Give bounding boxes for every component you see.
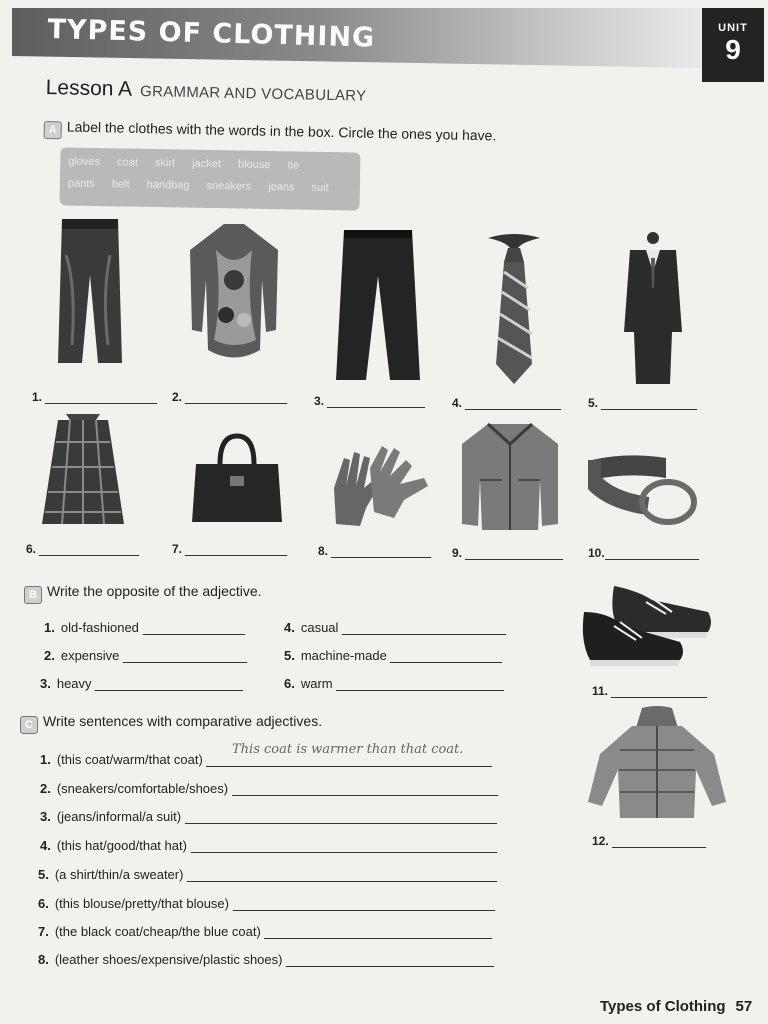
opposite-item	[44, 620, 245, 635]
item-number: 10.	[588, 546, 605, 560]
coat-icon	[586, 706, 728, 822]
section-a-instruction: Label the clothes with the words in the box. Circle the ones you have.	[66, 118, 497, 144]
item-label	[592, 684, 707, 698]
item-label	[172, 542, 287, 556]
adjective: warm	[300, 676, 333, 691]
answer-blank[interactable]	[264, 938, 492, 939]
item-number: 11.	[592, 684, 609, 698]
answer-blank[interactable]	[465, 559, 563, 560]
adjective: casual	[300, 620, 339, 635]
answer-blank[interactable]	[336, 690, 504, 691]
sentence-item	[40, 838, 497, 853]
item-label	[32, 390, 157, 404]
item-number: 7.	[172, 542, 183, 556]
item-number: 5.	[588, 396, 599, 410]
jeans-icon	[52, 215, 128, 367]
answer-blank[interactable]	[143, 634, 245, 635]
section-c-badge: C	[20, 716, 38, 734]
item-label	[592, 834, 706, 848]
sentence-item	[38, 896, 495, 911]
suit-icon	[620, 228, 686, 386]
answer-blank[interactable]	[233, 910, 495, 911]
sentence-prompt: (this coat/warm/that coat)	[56, 752, 203, 767]
unit-badge	[702, 8, 764, 82]
opposite-item	[284, 620, 506, 635]
section-c-heading	[20, 713, 322, 734]
item-number: 1.	[32, 390, 43, 404]
word-box-word: suit	[311, 181, 329, 195]
item-label	[588, 396, 697, 410]
word-box-word: jeans	[268, 181, 295, 194]
item-number: 8.	[38, 952, 49, 967]
answer-blank[interactable]	[605, 559, 699, 560]
item-number: 2.	[44, 648, 55, 663]
opposite-item	[284, 648, 502, 663]
adjective: old-fashioned	[60, 620, 139, 635]
sentence-item	[38, 924, 492, 939]
page-title: TYPES OF CLOTHING	[47, 14, 376, 54]
item-label	[452, 546, 563, 560]
word-box-word: jacket	[192, 157, 222, 171]
item-number: 3.	[40, 676, 51, 691]
handbag-icon	[190, 432, 284, 526]
sentence-item	[38, 867, 497, 882]
word-box-word: gloves	[68, 155, 101, 169]
item-number: 9.	[452, 546, 463, 560]
sentence-prompt: (a shirt/thin/a sweater)	[54, 867, 184, 882]
item-label	[588, 546, 699, 560]
pants-icon	[332, 226, 424, 384]
item-number: 2.	[172, 390, 183, 404]
item-number: 6.	[38, 896, 49, 911]
sentence-item	[40, 752, 492, 767]
item-number: 8.	[318, 544, 329, 558]
unit-number: 9	[725, 34, 741, 65]
section-a-heading	[44, 118, 497, 148]
item-number: 7.	[38, 924, 49, 939]
item-label	[314, 394, 425, 408]
item-number: 3.	[40, 809, 51, 824]
word-box-word: handbag	[146, 178, 190, 192]
opposite-item	[284, 676, 504, 691]
answer-blank[interactable]	[185, 823, 497, 824]
opposite-item	[44, 648, 247, 663]
word-box-word: coat	[117, 156, 139, 169]
adjective: heavy	[56, 676, 92, 691]
item-number: 1.	[40, 752, 51, 767]
answer-blank[interactable]	[185, 555, 287, 556]
answer-blank[interactable]	[95, 690, 243, 691]
word-box-word: blouse	[237, 158, 271, 172]
page-number: 57	[735, 998, 753, 1015]
sentence-item	[40, 781, 498, 796]
word-box-word: tie	[287, 159, 300, 172]
answer-blank[interactable]	[39, 555, 139, 556]
blouse-icon	[186, 220, 282, 365]
item-number: 12.	[592, 834, 609, 848]
section-b-heading	[24, 583, 262, 604]
section-b-instruction: Write the opposite of the adjective.	[47, 583, 262, 599]
sentence-prompt: (sneakers/comfortable/shoes)	[56, 781, 229, 796]
answer-blank[interactable]	[612, 847, 706, 848]
answer-blank[interactable]	[185, 403, 287, 404]
section-c-instruction: Write sentences with comparative adjectives.	[43, 713, 323, 729]
answer-blank[interactable]	[331, 557, 431, 558]
answer-blank[interactable]	[601, 409, 697, 410]
tie-icon	[482, 228, 546, 386]
item-number: 1.	[44, 620, 55, 635]
item-label	[26, 542, 139, 556]
answer-blank[interactable]	[465, 409, 561, 410]
skirt-icon	[38, 412, 128, 530]
sentence-prompt: (jeans/informal/a suit)	[56, 809, 182, 824]
item-label	[318, 544, 431, 558]
lesson-heading	[45, 76, 366, 107]
answer-blank[interactable]	[123, 662, 247, 663]
item-number: 6.	[26, 542, 37, 556]
sentence-prompt: (this hat/good/that hat)	[56, 838, 187, 853]
unit-label: UNIT	[718, 22, 748, 34]
word-box-word: belt	[111, 178, 130, 191]
word-box	[60, 147, 361, 210]
item-number: 4.	[40, 838, 51, 853]
sentence-prompt: (this blouse/pretty/that blouse)	[54, 896, 229, 911]
example-answer: This coat is warmer than that coat.	[232, 742, 464, 757]
sentence-prompt: (leather shoes/expensive/plastic shoes)	[54, 952, 283, 967]
gloves-icon	[324, 438, 436, 530]
item-number: 4.	[284, 620, 295, 635]
sentence-item	[40, 809, 497, 824]
jacket-icon	[458, 420, 562, 534]
answer-blank[interactable]	[611, 697, 707, 698]
item-number: 4.	[452, 396, 463, 410]
sentence-prompt: (the black coat/cheap/the blue coat)	[54, 924, 261, 939]
opposite-item	[40, 676, 243, 691]
sentence-item	[38, 952, 494, 967]
answer-blank[interactable]	[390, 662, 502, 663]
belt-icon	[588, 450, 700, 530]
footer-title: Types of Clothing	[600, 998, 726, 1015]
item-number: 5.	[284, 648, 295, 663]
answer-blank[interactable]	[187, 881, 497, 882]
answer-blank[interactable]	[206, 766, 492, 767]
adjective: machine-made	[300, 648, 387, 663]
lesson-subtitle: GRAMMAR AND VOCABULARY	[139, 82, 367, 105]
section-a-badge: A	[44, 121, 62, 139]
item-label	[452, 396, 561, 410]
item-label	[172, 390, 287, 404]
item-number: 6.	[284, 676, 295, 691]
item-number: 2.	[40, 781, 51, 796]
adjective: expensive	[60, 648, 120, 663]
sneakers-icon	[580, 582, 716, 666]
answer-blank[interactable]	[45, 403, 157, 404]
word-box-word: skirt	[154, 157, 176, 170]
word-box-word: pants	[67, 177, 95, 190]
answer-blank[interactable]	[342, 634, 506, 635]
answer-blank[interactable]	[191, 852, 497, 853]
word-box-word: sneakers	[206, 179, 252, 193]
page-footer	[600, 998, 752, 1015]
item-number: 3.	[314, 394, 325, 408]
answer-blank[interactable]	[286, 966, 494, 967]
answer-blank[interactable]	[327, 407, 425, 408]
answer-blank[interactable]	[232, 795, 498, 796]
lesson-name: Lesson A	[45, 76, 133, 101]
section-b-badge: B	[24, 586, 42, 604]
item-number: 5.	[38, 867, 49, 882]
